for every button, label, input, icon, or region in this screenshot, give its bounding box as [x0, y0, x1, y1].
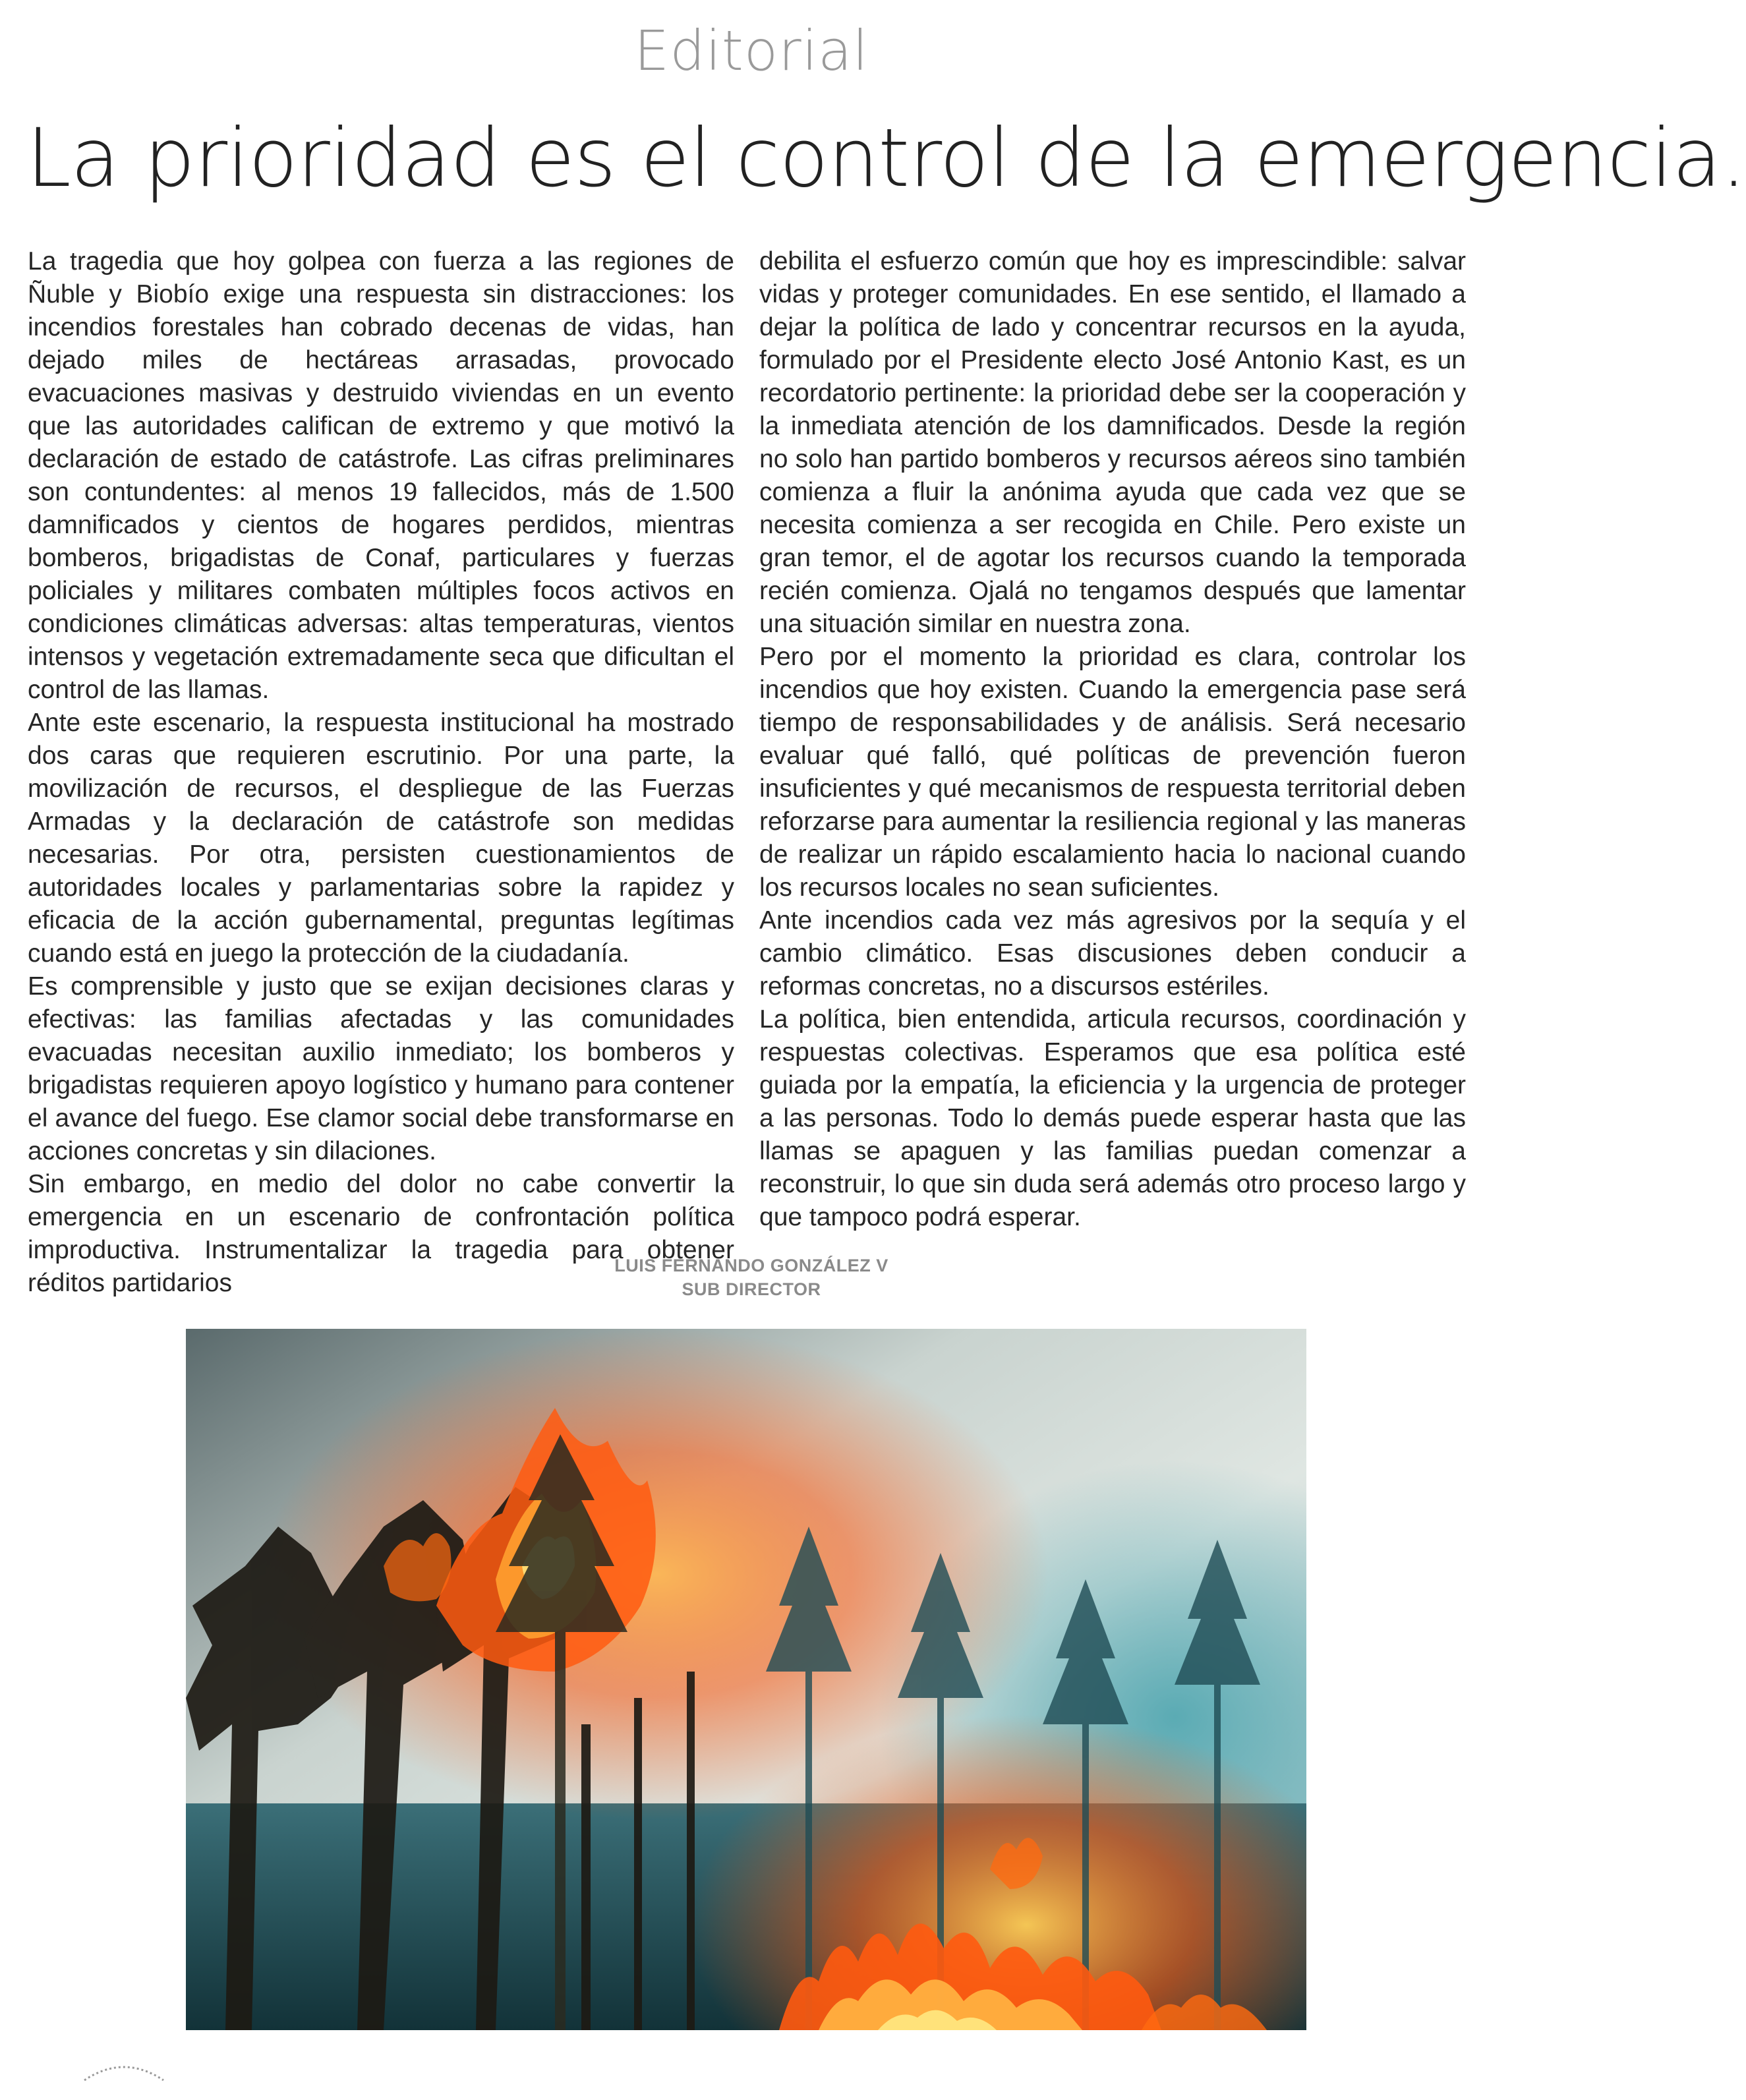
- author-name: LUIS FERNANDO GONZÁLEZ V: [614, 1256, 888, 1275]
- headline: La prioridad es el control de la emergencia.: [26, 111, 1746, 205]
- forest-fire-photo: [186, 1329, 1306, 2030]
- article-column-left: [28, 245, 734, 1300]
- paragraph: Sin embargo, en medio del dolor no cabe convertir la emergencia en un escenario de confrontación política improductiva. Instrumentalizar la tragedia para obtener réditos partidarios: [28, 1170, 734, 1297]
- paragraph: debilita el esfuerzo común que hoy es imprescindible: salvar vidas y proteger comunidades. En ese sentido, el llamado a dejar la política de lado y concentrar recursos en la ayuda, formulado por el Presidente electo José Antonio Kast, es un recordatorio pertinente: la prioridad debe ser la cooperación y la inmediata atención de los damnificados. Desde la región no solo han partido bomberos y recursos aéreos sino también comienza a fluir la anónima ayuda que cada vez que se necesita comienza a ser recogida en Chile. Pero existe un gran temor, el de agotar los recursos cuando la temporada recién comienza. Ojalá no tengamos después que lamentar una situación similar en nuestra zona.: [759, 247, 1466, 638]
- paragraph: La tragedia que hoy golpea con fuerza a las regiones de Ñuble y Biobío exige una respuesta sin distracciones: los incendios forestales han cobrado decenas de vidas, han dejado miles de hectáreas arrasadas, provocado evacuaciones masivas y destruido viviendas en un evento que las autoridades califican de extremo y que motivó la declaración de estado de catástrofe. Las cifras preliminares son contundentes: al menos 19 fallecidos, más de 1.500 damnificados y cientos de hogares perdidos, mientras bomberos, brigadistas de Conaf, particulares y fuerzas policiales y militares combaten múltiples focos activos en condiciones climáticas adversas: altas temperaturas, vientos intensos y vegetación extremadamente seca que dificultan el control de las llamas.: [28, 247, 734, 704]
- publisher-logo-icon: [78, 2060, 170, 2100]
- paragraph: Pero por el momento la prioridad es clara, controlar los incendios que hoy existen. Cuando la emergencia pase será tiempo de responsabilidades y de análisis. Será necesario evaluar qué falló, qué políticas de prevención fueron insuficientes y qué mecanismos de respuesta territorial deben reforzarse para aumentar la resiliencia regional y las maneras de realizar un rápido escalamiento hacia lo nacional cuando los recursos locales no sean suficientes.: [759, 643, 1466, 902]
- section-label: Editorial: [634, 18, 869, 83]
- paragraph: Ante incendios cada vez más agresivos por la sequía y el cambio climático. Esas discusiones deben conducir a reformas concretas, no a discursos estériles.: [759, 906, 1466, 1001]
- paragraph: Ante este escenario, la respuesta institucional ha mostrado dos caras que requieren escrutinio. Por una parte, la movilización de recursos, el despliegue de las Fuerzas Armadas y la declaración de catástrofe son medidas necesarias. Por otra, persisten cuestionamientos de autoridades locales y parlamentarias sobre la rapidez y eficacia de la acción gubernamental, preguntas legítimas cuando está en juego la protección de la ciudadanía.: [28, 709, 734, 968]
- paragraph: La política, bien entendida, articula recursos, coordinación y respuestas colectivas. Esperamos que esa política esté guiada por la empatía, la eficiencia y la urgencia de proteger a las personas. Todo lo demás puede esperar hasta que las llamas se apaguen y las familias puedan comenzar a reconstruir, lo que sin duda será además otro proceso largo y que tampoco podrá esperar.: [759, 1005, 1466, 1231]
- paragraph: Es comprensible y justo que se exijan decisiones claras y efectivas: las familias afectadas y las comunidades evacuadas necesitan auxilio inmediato; los bomberos y brigadistas requieren apoyo logístico y humano para contener el avance del fuego. Ese clamor social debe transformarse en acciones concretas y sin dilaciones.: [28, 972, 734, 1165]
- article-column-right: [759, 245, 1466, 1234]
- byline: [0, 1254, 1503, 1301]
- author-role: SUB DIRECTOR: [682, 1279, 821, 1299]
